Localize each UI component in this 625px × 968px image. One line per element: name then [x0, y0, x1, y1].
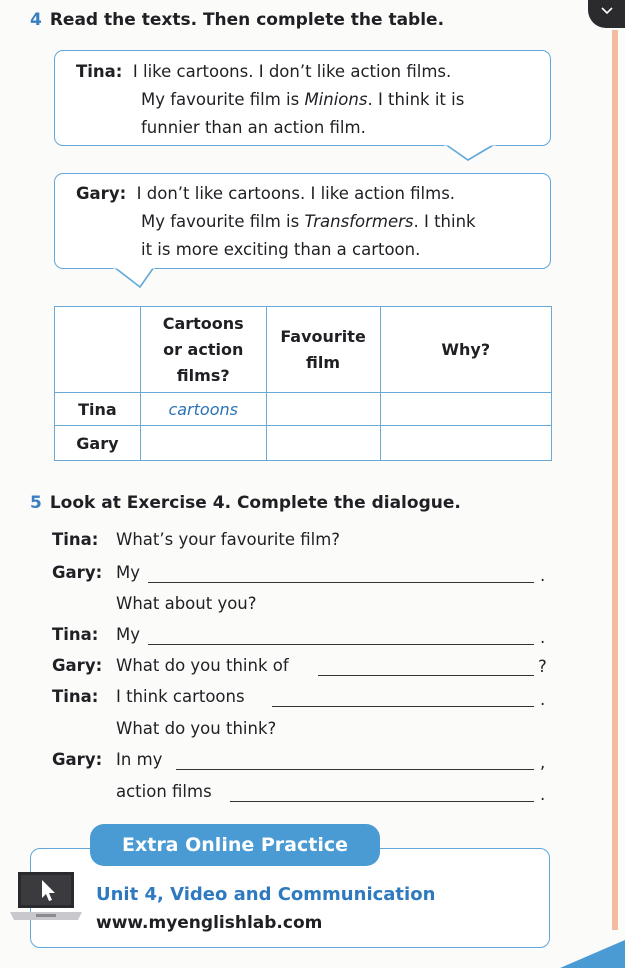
dialogue-line: [52, 530, 98, 549]
dialogue-line: [52, 625, 98, 644]
exercise-instruction: Look at Exercise 4. Complete the dialogue.: [49, 493, 461, 513]
dialogue-text: What about you?: [116, 594, 257, 613]
table-header-row: [55, 307, 552, 393]
text-line: I don’t like cartoons. I like action films.: [136, 184, 456, 203]
text-line: it is more exciting than a cartoon.: [141, 240, 421, 259]
dialogue-text: In my: [116, 750, 163, 769]
exercise-instruction: Read the texts. Then complete the table.: [49, 10, 445, 30]
exercise-number: 4: [30, 10, 42, 30]
extra-online-practice-banner: Extra Online Practice: [90, 824, 380, 866]
speaker-label: Gary:: [52, 656, 103, 675]
header-line: Cartoons: [162, 313, 244, 333]
text-line: . I think: [413, 212, 476, 231]
line-end-punct: .: [540, 628, 546, 647]
page-edge-strip: [612, 30, 618, 930]
laptop-graphic: [6, 870, 86, 934]
header-line: films?: [176, 365, 230, 385]
dialogue-text: I think cartoons: [116, 687, 245, 706]
speaker-label: Tina:: [52, 625, 99, 644]
completion-table: [54, 306, 552, 461]
exercise-4-heading: [30, 10, 444, 30]
answer-cell[interactable]: [266, 393, 380, 426]
chevron-down-icon: [600, 6, 614, 16]
film-title: Transformers: [304, 212, 414, 231]
header-line: Why?: [441, 339, 491, 359]
line-end-punct: .: [540, 566, 546, 585]
line-end-punct: ,: [540, 753, 546, 772]
website-link[interactable]: www.myenglishlab.com: [96, 913, 323, 933]
answer-blank[interactable]: [176, 769, 534, 770]
table-header-cartoons-or-action: [140, 307, 266, 393]
line-end-punct: ?: [538, 657, 547, 676]
page-corner-tab: [588, 0, 625, 28]
table-header-empty: [55, 307, 141, 393]
answer-blank[interactable]: [148, 644, 534, 645]
dialogue-line: [52, 563, 102, 582]
speaker-label: Tina:: [52, 530, 99, 549]
answer-cell[interactable]: cartoons: [140, 393, 266, 426]
answer-cell[interactable]: [266, 426, 380, 461]
header-line: Favourite: [280, 326, 366, 346]
table-header-favourite-film: [266, 307, 380, 393]
speaker-label: Tina:: [52, 687, 99, 706]
answer-cell[interactable]: [380, 393, 552, 426]
table-header-why: [380, 307, 552, 393]
line-end-punct: .: [540, 785, 546, 804]
dialogue-text: My: [116, 625, 141, 644]
speech-bubble-tail: [110, 265, 160, 291]
table-row: [55, 426, 552, 461]
text-line: My favourite film is: [141, 212, 305, 231]
speaker-label: Gary:: [52, 563, 103, 582]
gary-text: [76, 180, 476, 264]
dialogue-text: My: [116, 563, 141, 582]
text-line: funnier than an action film.: [141, 118, 366, 137]
header-line: film: [306, 352, 341, 372]
speaker-label: Tina:: [76, 62, 123, 81]
speech-bubble-tail: [440, 142, 500, 164]
corner-decoration: [560, 930, 625, 968]
tina-text: [76, 58, 464, 142]
answer-blank[interactable]: [148, 582, 534, 583]
dialogue-text: What’s your favourite film?: [116, 530, 341, 549]
answer-cell[interactable]: [380, 426, 552, 461]
unit-link-title: Unit 4, Video and Communication: [96, 884, 436, 905]
laptop-cursor-icon: [6, 870, 86, 934]
table-row: [55, 393, 552, 426]
dialogue-line: [52, 656, 102, 675]
line-end-punct: .: [540, 690, 546, 709]
text-line: . I think it is: [367, 90, 465, 109]
answer-blank[interactable]: [272, 706, 534, 707]
speaker-label: Gary:: [76, 184, 127, 203]
answer-blank[interactable]: [230, 801, 534, 802]
answer-blank[interactable]: [318, 675, 534, 676]
dialogue-line: [52, 750, 102, 769]
dialogue-text: action films: [116, 782, 212, 801]
row-name-gary: Gary: [55, 426, 141, 461]
text-line: My favourite film is: [141, 90, 305, 109]
dialogue-text: What do you think?: [116, 719, 277, 738]
dialogue-line: [52, 687, 98, 706]
header-line: or action: [163, 339, 244, 359]
answer-cell[interactable]: [140, 426, 266, 461]
speaker-label: Gary:: [52, 750, 103, 769]
film-title: Minions: [304, 90, 368, 109]
exercise-number: 5: [30, 493, 42, 513]
exercise-5-heading: [30, 493, 461, 513]
dialogue-text: What do you think of: [116, 656, 289, 675]
row-name-tina: Tina: [55, 393, 141, 426]
text-line: I like cartoons. I don’t like action films.: [132, 62, 452, 81]
